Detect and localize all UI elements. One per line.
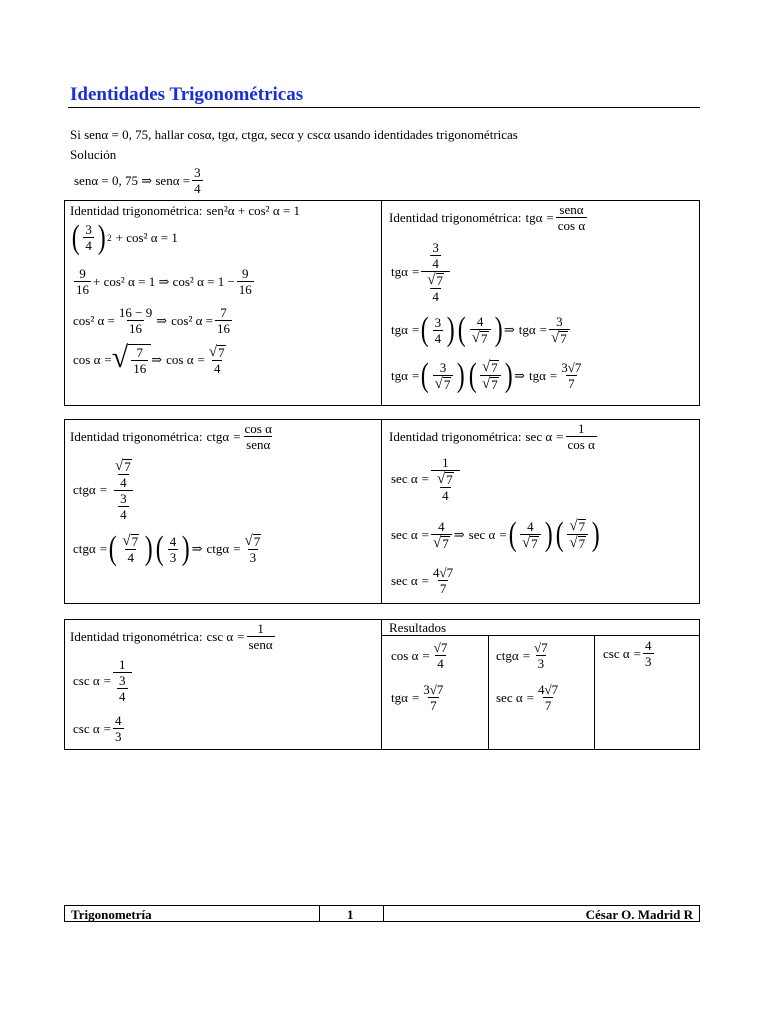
cos-step-1: ( $\frac{3}{4}$ ) 2 + cos² α = 1 (71, 218, 178, 256)
sec-step-1: sec α = 1 √ 7 4 (391, 455, 462, 503)
title-rule (68, 107, 700, 108)
result-csc: csc α = $\frac{4}{3}$ (603, 638, 652, 669)
sec-step-2: sec α = 4 √ 7 ⇒ sec α = ( 4 √ 7 ) ( √ 7 √ 7 ) (391, 515, 600, 553)
result-cos: cos α = $\frac{√7}{4}$ (391, 640, 448, 671)
identity-tangent: Identidad trigonométrica: tgα = $\frac{\text{senα}}{\text{cos α}}$ (389, 202, 586, 233)
page-footer (64, 905, 700, 922)
tg-step-3: tgα = ( 3 √ 7 ) ( √ 7 √ 7 ) ⇒ tgα = $\frac{3√7}{7}$ (391, 356, 582, 394)
footer-subject: Trigonometría (71, 907, 152, 922)
solution-label: Solución (70, 147, 117, 162)
identity-cosecant: Identidad trigonométrica: csc α = $\frac{1}{\text{senα}}$ (70, 621, 273, 652)
given-fraction: $\frac{3}{4}$ (194, 165, 201, 196)
given-prefix: senα = 0, 75 ⇒ senα = (74, 172, 191, 188)
ctg-step-1: ctgα = √ 7 4 $\frac{3}{4}$ (73, 458, 131, 522)
tg-step-1: tgα = $\frac{3}{4}$ √ 7 4 (391, 240, 452, 304)
results-col-divider-1 (488, 635, 489, 750)
footer-page-number: 1 (347, 907, 354, 922)
tg-step-2: tgα = ( $\frac{3}{4}$ ) ( 4 √ 7 ) ⇒ tgα = 3 √ 7 (391, 314, 572, 346)
results-col-divider-2 (594, 635, 595, 750)
identity-cotangent: Identidad trigonométrica: ctgα = $\frac{\text{cos α}}{\text{senα}}$ (70, 421, 272, 452)
given-value (74, 165, 205, 196)
box1-divider (381, 200, 382, 406)
box2-divider (381, 419, 382, 604)
identity-formula: sen²α + cos² α = 1 (206, 203, 300, 218)
identity-secant: Identidad trigonométrica: sec α = $\frac{1}{\text{cos α}}$ (389, 421, 595, 452)
footer-divider-2 (383, 906, 384, 921)
csc-step-1: csc α = $\frac{1}{\frac{3}{4}}$ (73, 657, 134, 704)
ctg-step-2: ctgα = ( √ 7 4 ) ( $\frac{4}{3}$ ) ⇒ ctgα = √ 7 3 (73, 530, 261, 567)
cos-step-3: cos² α = $\frac{16 - 9}{16}$ ⇒ cos² α = $\frac{7}{16}$ (73, 305, 230, 336)
result-ctg: ctgα = $\frac{√7}{3}$ (496, 640, 548, 671)
csc-step-2: csc α = $\frac{4}{3}$ (73, 713, 122, 744)
page-title: Identidades Trigonométricas (70, 84, 304, 105)
footer-author: César O. Madrid R (585, 907, 693, 922)
box3-divider (381, 619, 382, 750)
problem-statement: Si senα = 0, 75, hallar cosα, tgα, ctgα, secα y cscα usando identidades trigonométricas (70, 127, 518, 142)
sec-step-3: sec α = $\frac{4√7}{7}$ (391, 565, 454, 596)
results-heading: Resultados (389, 620, 447, 635)
cos-step-4: cos α = √ $\frac{7}{16}$ ⇒ cos α = √ 7 4 (73, 341, 225, 376)
cos-step-2: $\frac{9}{16}$ + cos² α = 1 ⇒ cos² α = 1 − $\frac{9}{16}$ (76, 266, 252, 297)
footer-divider-1 (319, 906, 320, 921)
identity-pythagorean (70, 203, 300, 219)
result-tg: tgα = $\frac{3√7}{7}$ (391, 682, 444, 713)
identity-label: Identidad trigonométrica: (70, 203, 203, 218)
result-sec: sec α = $\frac{4√7}{7}$ (496, 682, 559, 713)
